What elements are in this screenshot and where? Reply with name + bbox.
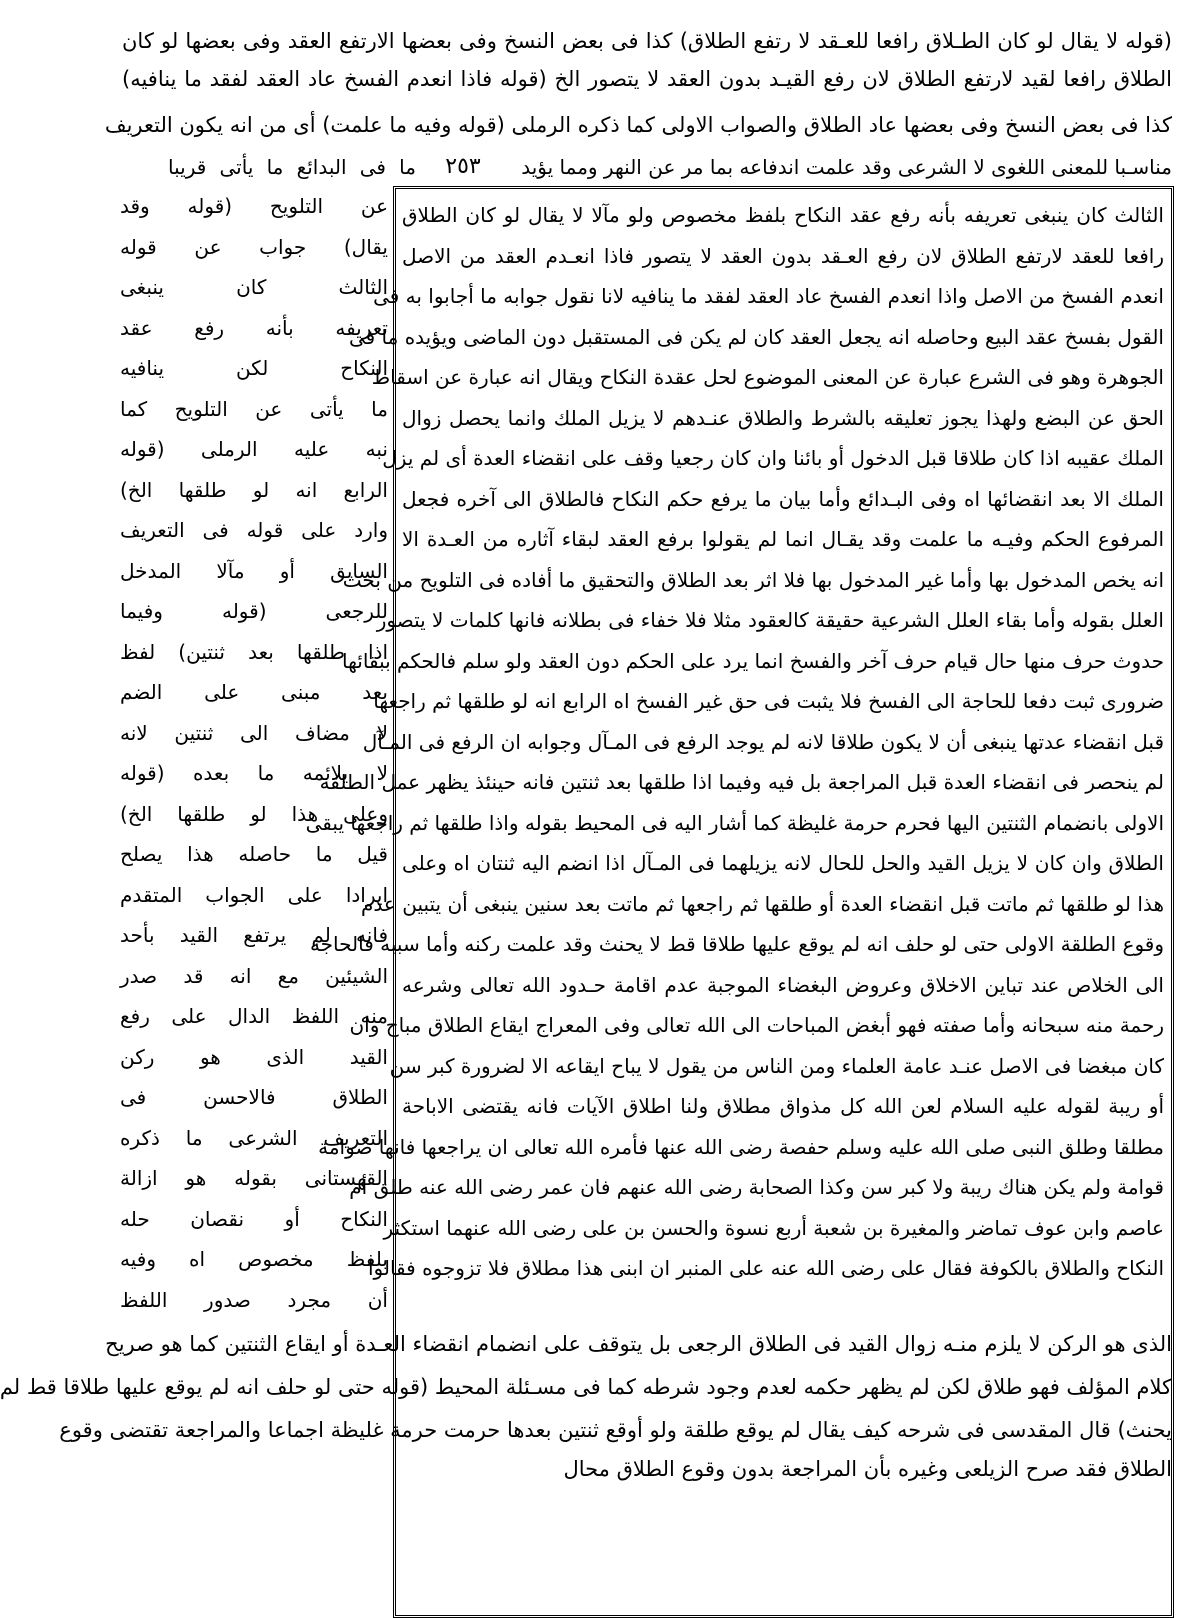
- margin-commentary-line: قيل ما حاصله هذا يصلح: [120, 842, 388, 866]
- margin-commentary-line: السابق أو مآلا المدخل: [120, 558, 388, 583]
- main-text-line: كان مبغضا فى الاصل عنـد عامة العلماء ومن الناس من يقول لا يباح ايقاعه الا لضرورة كبر سن: [389, 1053, 1164, 1078]
- main-text-line: الملك الا بعد انقضائها اه وفى البـدائع وأما بيان ما يرفع حكم النكاح فالطلاق الى آخره فجعل: [402, 486, 1164, 511]
- page-number: ٢٥٣: [445, 154, 481, 179]
- main-text-line: رافعا للعقد لارتفع الطلاق لان رفع العـقد بدون العقد لا يتصور فاذا انعـدم العقد من الاصل: [402, 243, 1164, 268]
- main-text-line: رحمة منه سبحانه وأما صفته فهو أبغض المباحات الى الله تعالى وفى المعراج ايقاع الطلاق مباح وان: [349, 1013, 1164, 1037]
- margin-commentary-line: تعريفه بأنه رفع عقد: [120, 315, 388, 340]
- margin-commentary-line: الثالث كان ينبغى: [120, 275, 388, 299]
- top-commentary-line: الطلاق رافعا لقيد لارتفع الطلاق لان رفع القيـد بدون العقد لا يتصور الخ (قوله فاذا انعدم الفسخ عاد العقد لفقد ما ينافيه): [122, 67, 1172, 91]
- main-text-line: الثالث كان ينبغى تعريفه بأنه رفع عقد النكاح بلفظ مخصوص ولو مآلا لا يقال لو كان الطلاق: [402, 203, 1164, 227]
- margin-commentary-line: وارد على قوله فى التعريف: [120, 518, 388, 542]
- margin-commentary-line: بعد مبنى على الضم: [120, 680, 388, 704]
- bottom-commentary-line: يحنث) قال المقدسى فى شرحه كيف يقال لم يوقع طلقة ولو أوقع ثنتين بعدها حرمت حرمة غليظة اجماعا والمراجعة تقتضى وقوع: [59, 1418, 1172, 1442]
- main-text-line: العلل بقوله وأما بقاء العلل الشرعية حقيقة كالعقود مثلا فلا خفاء فى بطلانه فانها كلمات لا يتصور: [376, 608, 1164, 632]
- main-text-line: هذا لو طلقها ثم ماتت قبل انقضاء العدة أو طلقها ثم راجعها ثم ماتت بعد سنين ينبغى أن يتبين عدم: [361, 891, 1164, 916]
- margin-commentary-line: التعريف الشرعى ما ذكره: [120, 1125, 388, 1150]
- margin-commentary-line: القيد الذى هو ركن: [120, 1044, 388, 1069]
- margin-commentary-line: ما يأتى عن التلويح كما: [120, 396, 388, 421]
- margin-commentary-line: النكاح أو نقصان حله: [120, 1206, 388, 1231]
- margin-commentary-line: منه اللفظ الدال على رفع: [120, 1004, 388, 1028]
- margin-commentary-line: للرجعى (قوله وفيما: [120, 599, 388, 623]
- top-commentary-line: مناسـبا للمعنى اللغوى لا الشرعى وقد علمت اندفاعه بما مر عن النهر ومما يؤيد: [521, 155, 1172, 179]
- main-text-line: الى الخلاص عند تباين الاخلاق وعروض البغضاء الموجبة عدم اقامة حـدود الله تعالى وشرعه: [402, 972, 1164, 997]
- margin-commentary-line: لا مضاف الى ثنتين لانه: [120, 720, 388, 745]
- bottom-commentary-line: كلام المؤلف فهو طلاق لكن لم يظهر حكمه لعدم وجود شرطه كما فى مسـئلة المحيط (قوله حتى لو حلف انه لم يوقع عليها طلاقا قط لم: [0, 1375, 1172, 1399]
- main-text-line: وقوع الطلقة الاولى حتى لو حلف انه لم يوقع عليها طلاقا قط لا يحنث وقد علمت ركنه وأما سببه فالحاجة: [309, 932, 1164, 956]
- main-text-line: المرفوع الحكم وفيـه ما علمت وقد يقـال انما لم يقولوا برفع العقد لبقاء آثاره من العـدة الا: [402, 527, 1164, 551]
- main-text-line: عاصم وابن عوف تماضر والمغيرة بن شعبة أربع نسوة والحسن بن على رضى الله عنهما استكثر: [383, 1215, 1164, 1240]
- margin-commentary-line: ايرادا على الجواب المتقدم: [120, 882, 388, 907]
- main-text-line: أو ريبة لقوله عليه السلام لعن الله كل مذواق مطلاق ولنا اطلاق الآيات فانه يقتضى الاباحة: [402, 1094, 1164, 1118]
- margin-commentary-start: ما فى البدائع ما يأتى قريبا: [168, 155, 416, 179]
- margin-commentary-line: عن التلويح (قوله وقد: [120, 194, 388, 218]
- margin-commentary-line: نبه عليه الرملى (قوله: [120, 437, 388, 461]
- margin-commentary-line: فانه لم يرتفع القيد بأحد: [120, 923, 388, 947]
- main-text-line: الطلاق وان كان لا يزيل القيد والحل للحال لانه يزيلهما فى المـآل اذا انضم اليه ثنتان اه وعلى: [402, 851, 1164, 875]
- margin-commentary-line: القهستانى بقوله هو ازالة: [120, 1166, 388, 1190]
- main-text-line: قبل انقضاء عدتها ينبغى أن لا يكون طلاقا لانه لم يوجد الرفع فى المـآل وجوابه ان الرفع فى المـآل: [362, 729, 1164, 754]
- main-text-line: انعدم الفسخ من الاصل واذا انعدم الفسخ عاد العقد لفقد ما ينافيه لانا نقول جوابه ما أجابوا به فى: [373, 284, 1164, 308]
- margin-commentary-line: الطلاق فالاحسن فى: [120, 1085, 388, 1109]
- main-text-line: ضرورى ثبت دفعا للحاجة الى الفسخ فلا يثبت فى حق غير الفسخ اه الرابع انه لو طلقها ثم راجعها: [373, 689, 1164, 713]
- margin-commentary-line: أن مجرد صدور اللفظ: [120, 1287, 388, 1312]
- top-commentary-line: كذا فى بعض النسخ وفى بعضها عاد الطلاق والصواب الاولى كما ذكره الرملى (قوله وفيه ما علمت) أى من انه يكون التعريف: [104, 113, 1172, 137]
- main-text-line: حدوث حرف منها حال قيام حرف آخر والفسخ انما يرد على الحكم دون العقد ولو سلم فالحكم ببقائها: [341, 648, 1164, 673]
- margin-commentary-line: اذا طلقها بعد ثنتين) لفظ: [120, 639, 388, 664]
- margin-commentary-line: لا يلائمه ما بعده (قوله: [120, 761, 388, 785]
- main-text-line: الاولى بانضمام الثنتين اليها فحرم حرمة غليظة كما أشار اليه فى المحيط بقوله واذا طلقها ثم راجعها يبقى: [305, 810, 1164, 835]
- margin-commentary-line: بلفظ مخصوص اه وفيه: [120, 1247, 388, 1271]
- margin-commentary-line: الرابع انه لو طلقها الخ): [120, 477, 388, 502]
- main-text-line: انه يخص المدخول بها وأما غير المدخول بها فلا اثر بعد الطلاق والتحقيق ما أفاده فى التلويح من بحث: [342, 567, 1164, 592]
- main-text-line: الحق عن البضع ولهذا يجوز تعليقه بالشرط والطلاق عنـدهم لا يزيل الملك وانما يحصل زوال: [402, 405, 1164, 430]
- main-text-line: الجوهرة وهو فى الشرع عبارة عن المعنى الموضوع لحل عقدة النكاح ويقال انه عبارة عن اسقاط: [371, 365, 1164, 389]
- main-text-line: قوامة ولم يكن هناك ريبة ولا كبر سن وكذا الصحابة رضى الله عنهم فان عمر رضى الله عنه طلق أم: [349, 1175, 1164, 1199]
- main-text-line: الملك عقيبه اذا كان طلاقا قبل الدخول أو بائنا وان كان رجعيا وقف على انقضاء العدة أى لم يزل: [382, 446, 1164, 470]
- margin-commentary-line: يقال) جواب عن قوله: [120, 234, 388, 259]
- bottom-commentary-line: الطلاق فقد صرح الزيلعى وغيره بأن المراجعة بدون وقوع الطلاق محال: [563, 1457, 1172, 1481]
- margin-commentary-line: الشيئين مع انه قد صدر: [120, 963, 388, 988]
- top-commentary-line: (قوله لا يقال لو كان الطـلاق رافعا للعـقد لا رتفع الطلاق) كذا فى بعض النسخ وفى بعضها الارتفع العقد وفى بعضها لو كان: [122, 29, 1172, 53]
- bottom-commentary-line: الذى هو الركن لا يلزم منـه زوال القيد فى الطلاق الرجعى بل يتوقف على انضمام انقضاء العـدة أو ايقاع الثنتين كما هو صريح: [105, 1332, 1172, 1356]
- main-text-line: النكاح والطلاق بالكوفة فقال على رضى الله عنه على المنبر ان ابنى هذا مطلاق فلا تزوجوه فقالوا: [367, 1256, 1164, 1280]
- margin-commentary-line: النكاح لكن ينافيه: [120, 356, 388, 380]
- main-text-line: لم ينحصر فى انقضاء العدة قبل المراجعة بل فيه وفيما اذا طلقها بعد ثنتين فانه حينئذ يظهر عمل الطلقة: [319, 770, 1164, 794]
- main-text-line: القول بفسخ عقد البيع وحاصله انه يجعل العقد كان لم يكن فى المستقبل دون الماضى ويؤيده ما فى: [348, 324, 1164, 349]
- margin-commentary-line: وعلى هذا لو طلقها الخ): [120, 801, 388, 826]
- main-text-line: مطلقا وطلق النبى صلى الله عليه وسلم حفصة رضى الله عنها فأمره الله تعالى ان يراجعها فانها صوامة: [318, 1134, 1164, 1159]
